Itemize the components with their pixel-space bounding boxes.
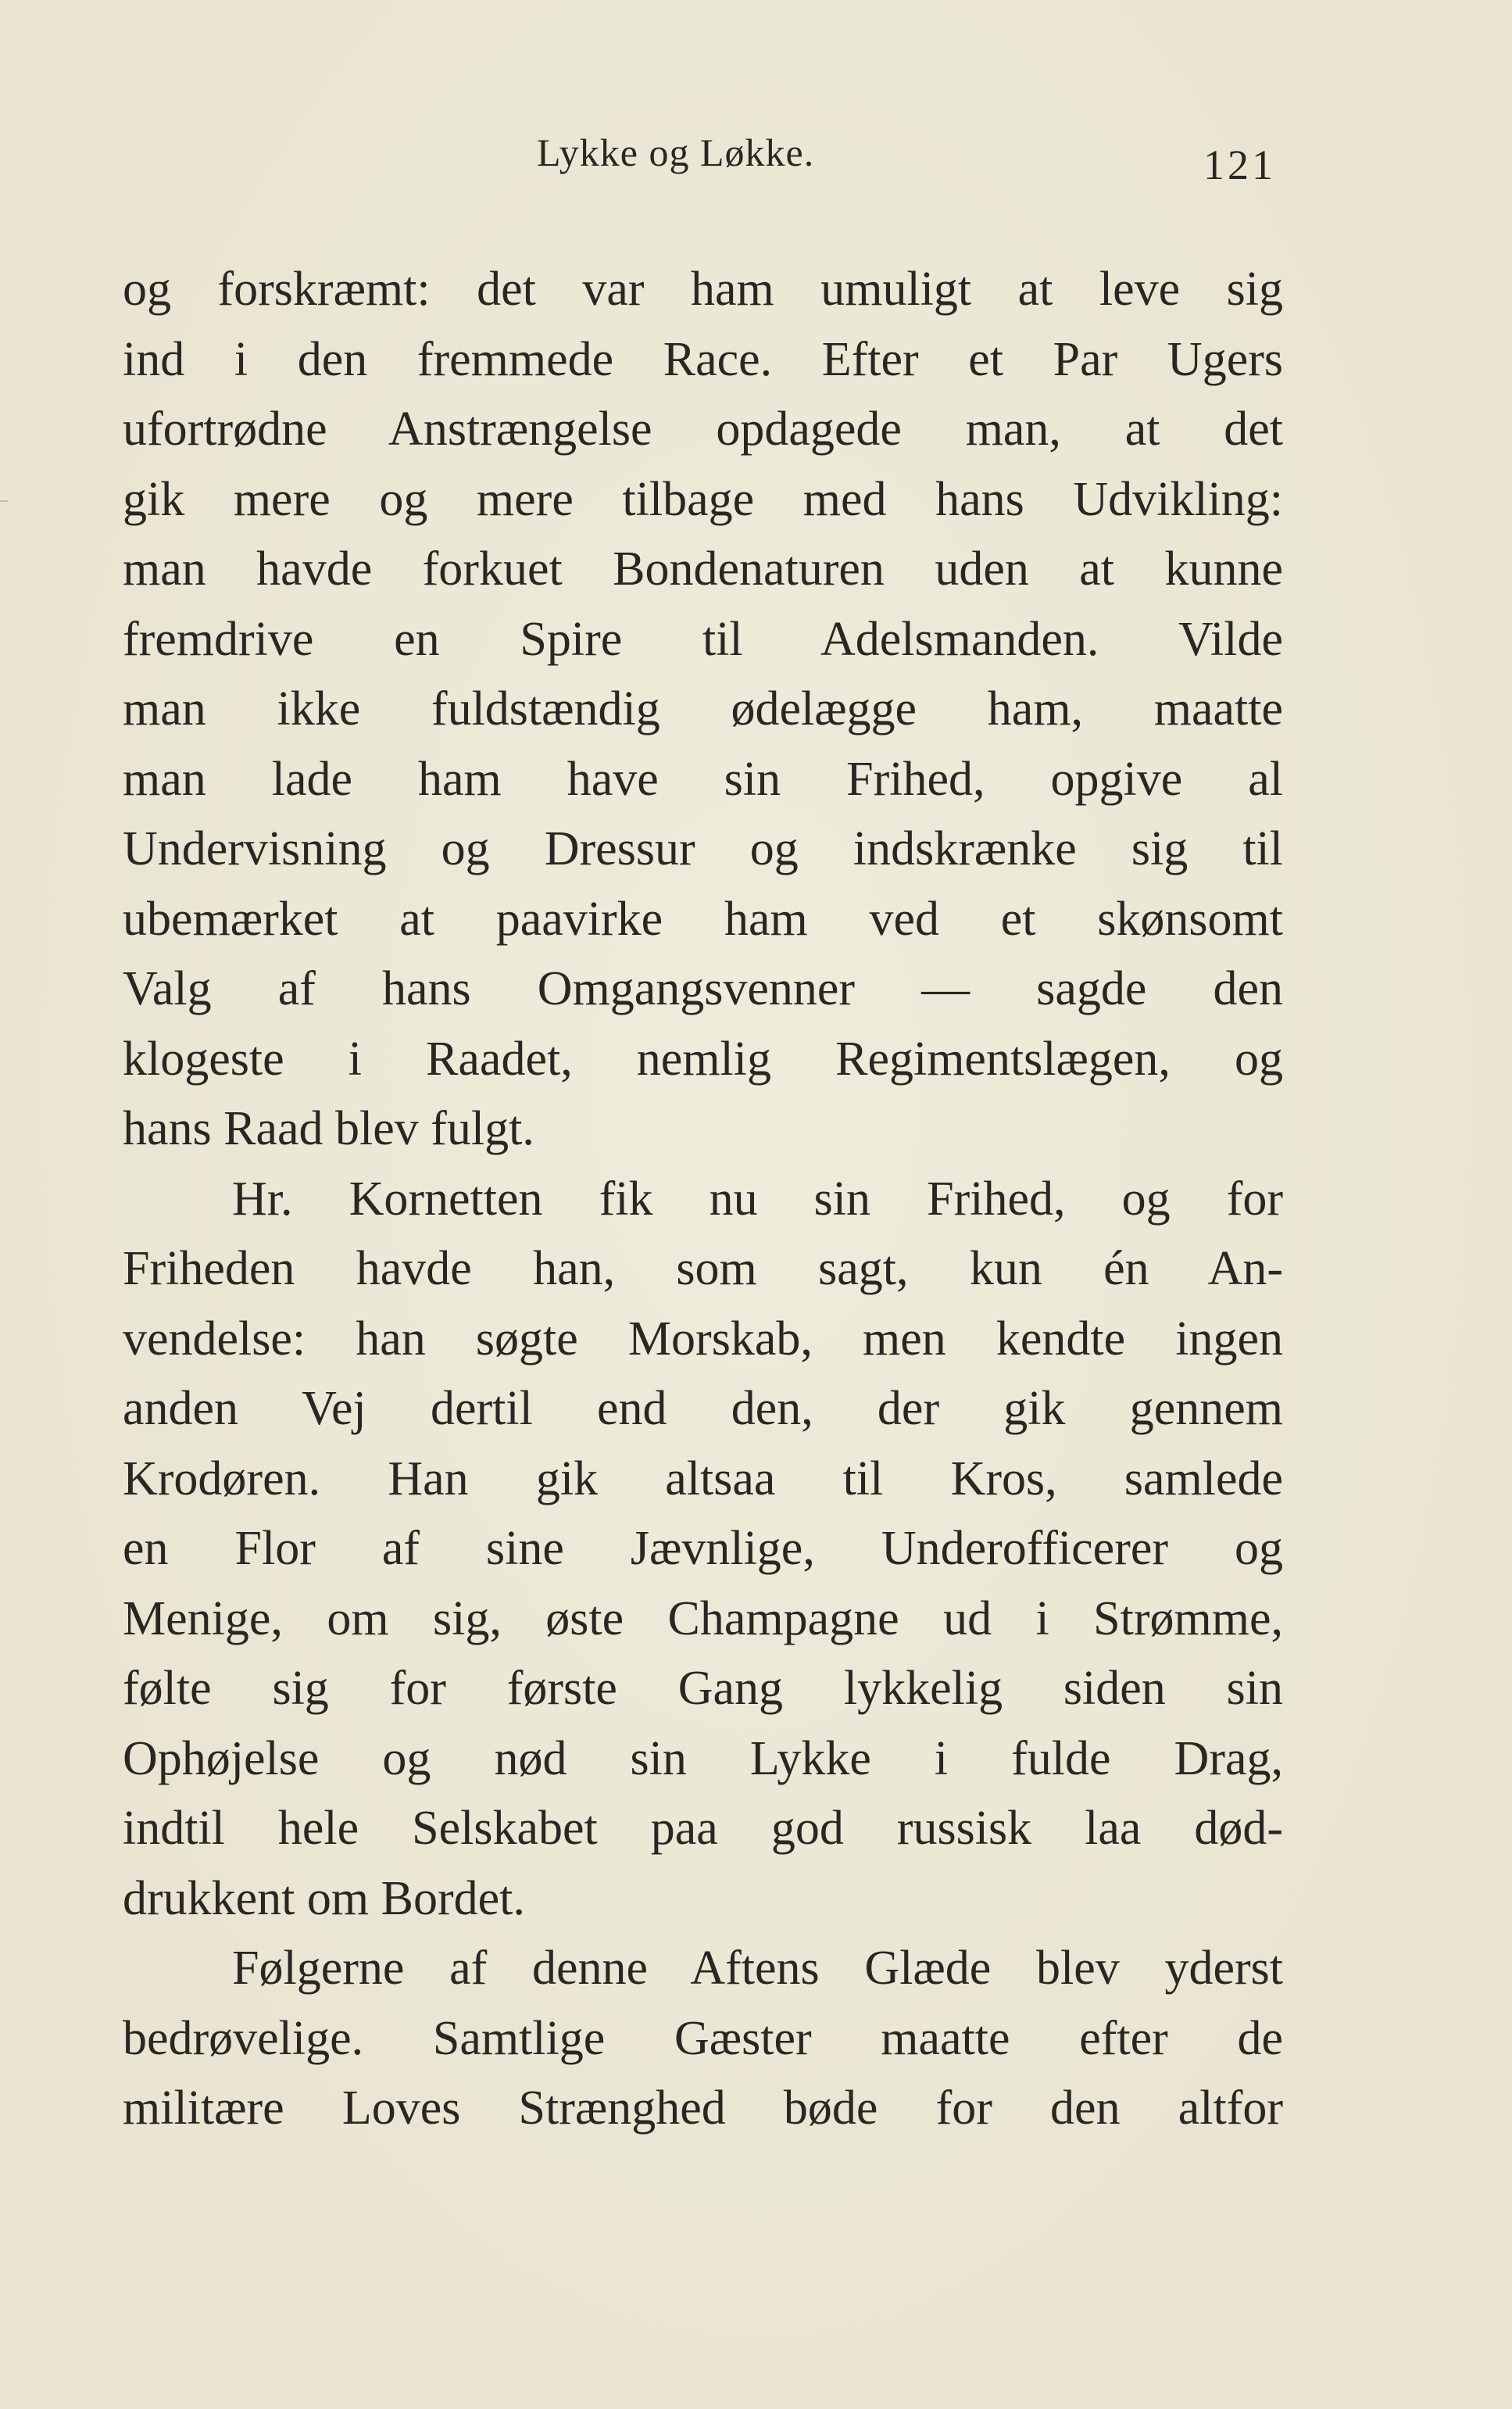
page-edge-mark — [0, 500, 8, 502]
paragraph-end-line: drukkent om Bordet. — [123, 1871, 525, 1925]
body-text — [123, 255, 1283, 2144]
running-title: Lykke og Løkke. — [537, 131, 815, 174]
text-line: en Flor af sine Jævnlige, Underofficerer og — [123, 1522, 1283, 1575]
text-line: og forskræmt: det var ham umuligt at leve sig — [123, 263, 1283, 316]
text-line: Menige, om sig, øste Champagne ud i Strømme, — [123, 1591, 1283, 1645]
text-line: bedrøvelige. Samtlige Gæster maatte efter de — [123, 2011, 1283, 2065]
text-line: Undervisning og Dressur og indskrænke sig til — [123, 822, 1283, 875]
text-line: man havde forkuet Bondenaturen uden at kunne — [123, 542, 1283, 596]
text-line: Friheden havde han, som sagt, kun én An- — [123, 1242, 1283, 1295]
paragraph-start-line: Følgerne af denne Aftens Glæde blev yderst — [232, 1942, 1283, 1995]
text-line: følte sig for første Gang lykkelig siden sin — [123, 1662, 1283, 1715]
text-line: vendelse: han søgte Morskab, men kendte ingen — [123, 1312, 1283, 1366]
text-line: indtil hele Selskabet paa god russisk laa død- — [123, 1802, 1283, 1855]
paragraph-end-line: hans Raad blev fulgt. — [123, 1102, 534, 1155]
text-line: Valg af hans Omgangsvenner — sagde den — [123, 962, 1283, 1015]
text-line: man lade ham have sin Frihed, opgive al — [123, 752, 1283, 806]
text-line: gik mere og mere tilbage med hans Udvikling: — [123, 472, 1283, 526]
text-line: Krodøren. Han gik altsaa til Kros, samlede — [123, 1451, 1283, 1505]
page-number: 121 — [1203, 141, 1276, 188]
paragraph-start-line: Hr. Kornetten fik nu sin Frihed, og for — [232, 1172, 1283, 1226]
text-line: fremdrive en Spire til Adelsmanden. Vilde — [123, 612, 1283, 666]
text-line: ubemærket at paavirke ham ved et skønsomt — [123, 892, 1283, 946]
text-line: Ophøjelse og nød sin Lykke i fulde Drag, — [123, 1731, 1283, 1785]
text-line: anden Vej dertil end den, der gik gennem — [123, 1382, 1283, 1435]
text-line: ind i den fremmede Race. Efter et Par Ugers — [123, 332, 1283, 386]
text-line: man ikke fuldstændig ødelægge ham, maatte — [123, 682, 1283, 736]
text-line: ufortrødne Anstrængelse opdagede man, at det — [123, 403, 1283, 456]
text-line: militære Loves Strænghed bøde for den altfor — [123, 2081, 1283, 2135]
text-line: klogeste i Raadet, nemlig Regimentslægen, og — [123, 1032, 1283, 1086]
